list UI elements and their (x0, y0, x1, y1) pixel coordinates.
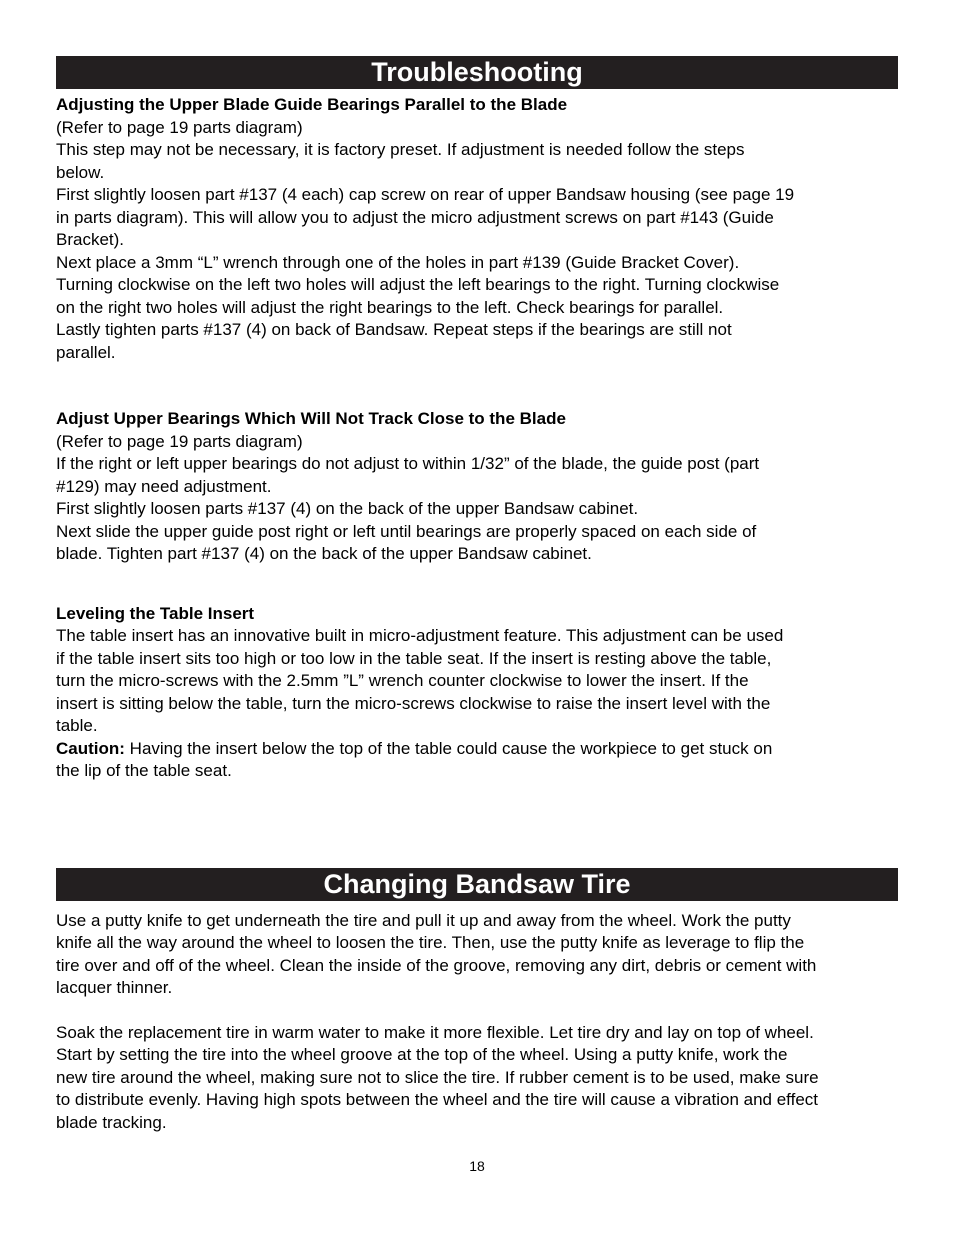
block-leveling-table-insert (56, 603, 898, 783)
text-line: Next slide the upper guide post right or left until bearings are properly spaced on each side of (56, 521, 757, 541)
text-line: The table insert has an innovative built in micro-adjustment feature. This adjustment can be used (56, 626, 784, 645)
text-line: Use a putty knife to get underneath the tire and pull it up and away from the wheel. Work the putty (56, 910, 791, 930)
text-line: Bracket). (56, 230, 125, 249)
text-line: the lip of the table seat. (56, 761, 232, 780)
text-line: Lastly tighten parts #137 (4) on back of Bandsaw. Repeat steps if the bearings are still not (56, 320, 732, 339)
text-line: Start by setting the tire into the wheel groove at the top of the wheel. Using a putty knife, work the (56, 1045, 788, 1064)
text-line: if the table insert sits too high or too low in the table seat. If the insert is resting above the table, (56, 648, 772, 668)
block-body (56, 910, 898, 1000)
caution-label: Caution: (56, 738, 125, 758)
block-body (56, 625, 898, 783)
text-line: in parts diagram). This will allow you to adjust the micro adjustment screws on part #143 (Guide (56, 207, 774, 227)
text-line: turn the micro-screws with the 2.5mm ”L” wrench counter clockwise to lower the insert. If the (56, 671, 749, 690)
text-line: table. (56, 716, 98, 735)
block-tire-removal (56, 910, 898, 1000)
text-line: blade tracking. (56, 1112, 167, 1132)
text-line: Soak the replacement tire in warm water to make it more flexible. Let tire dry and lay on top of wheel. (56, 1022, 814, 1042)
manual-page (56, 56, 898, 1134)
text-line: (Refer to page 19 parts diagram) (56, 117, 303, 137)
section-title-changing-tire: Changing Bandsaw Tire (56, 868, 898, 901)
caution-text: Having the insert below the top of the table could cause the workpiece to get stuck on (124, 738, 773, 758)
text-line: knife all the way around the wheel to loosen the tire. Then, use the putty knife as leverage to flip the (56, 933, 805, 952)
block-body (56, 431, 898, 566)
text-line: lacquer thinner. (56, 978, 173, 997)
text-line: blade. Tighten part #137 (4) on the back of the upper Bandsaw cabinet. (56, 544, 592, 563)
text-line: on the right two holes will adjust the right bearings to the left. Check bearings for parallel. (56, 297, 724, 317)
text-line: #129) may need adjustment. (56, 476, 272, 496)
block-body (56, 117, 898, 365)
text-line: insert is sitting below the table, turn the micro-screws clockwise to raise the insert level with the (56, 693, 771, 713)
text-line: Turning clockwise on the left two holes will adjust the left bearings to the right. Turning clockwise (56, 275, 780, 294)
block-upper-bearings-parallel (56, 94, 898, 364)
text-line: If the right or left upper bearings do not adjust to within 1/32” of the blade, the guide post (part (56, 454, 760, 473)
text-line: (Refer to page 19 parts diagram) (56, 431, 303, 451)
text-line: Next place a 3mm “L” wrench through one of the holes in part #139 (Guide Bracket Cover). (56, 252, 740, 272)
block-upper-bearings-track (56, 408, 898, 566)
block-heading: Leveling the Table Insert (56, 603, 255, 623)
section-title-troubleshooting: Troubleshooting (56, 56, 898, 89)
text-line: This step may not be necessary, it is factory preset. If adjustment is needed follow the steps (56, 140, 745, 159)
block-tire-install (56, 1022, 898, 1135)
caution-line (56, 738, 898, 761)
block-body (56, 1022, 898, 1135)
text-line: new tire around the wheel, making sure not to slice the tire. If rubber cement is to be used, make sure (56, 1067, 819, 1087)
text-line: parallel. (56, 342, 116, 362)
text-line: to distribute evenly. Having high spots between the wheel and the tire will cause a vibration and effect (56, 1090, 818, 1109)
text-line: First slightly loosen part #137 (4 each) cap screw on rear of upper Bandsaw housing (see page 19 (56, 185, 795, 204)
page-number: 18 (469, 1158, 485, 1174)
block-heading: Adjusting the Upper Blade Guide Bearings Parallel to the Blade (56, 95, 568, 114)
text-line: below. (56, 162, 105, 182)
block-heading: Adjust Upper Bearings Which Will Not Track Close to the Blade (56, 409, 566, 428)
text-line: First slightly loosen parts #137 (4) on the back of the upper Bandsaw cabinet. (56, 499, 639, 518)
text-line: tire over and off of the wheel. Clean the inside of the groove, removing any dirt, debris or cement with (56, 955, 817, 975)
